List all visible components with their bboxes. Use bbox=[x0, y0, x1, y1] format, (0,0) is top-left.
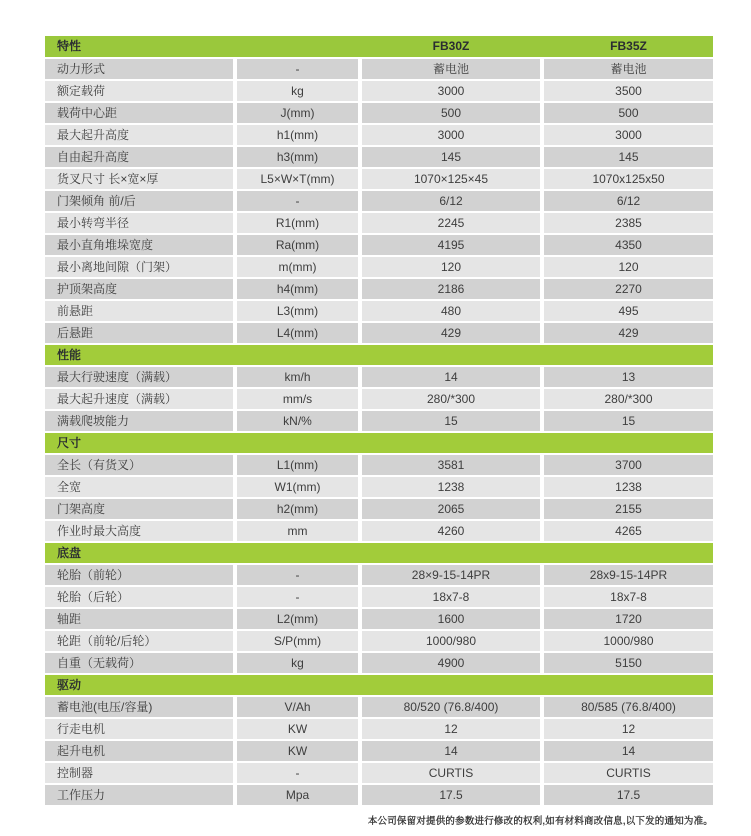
spec-value-cell-fb35z: 500 bbox=[544, 103, 713, 123]
spec-value-cell-fb35z: 6/12 bbox=[544, 191, 713, 211]
table-row bbox=[45, 147, 713, 167]
table-row bbox=[45, 455, 713, 475]
spec-value-cell-fb30z: 120 bbox=[362, 257, 540, 277]
spec-unit-cell: kN/% bbox=[237, 411, 358, 431]
spec-unit-cell: Ra(mm) bbox=[237, 235, 358, 255]
spec-label-cell: 货叉尺寸 长×宽×厚 bbox=[45, 169, 233, 189]
spec-unit-cell: - bbox=[237, 59, 358, 79]
table-row bbox=[45, 235, 713, 255]
spec-value-cell-fb35z: 14 bbox=[544, 741, 713, 761]
spec-value-cell-fb35z: 120 bbox=[544, 257, 713, 277]
spec-value-cell-fb30z: 4260 bbox=[362, 521, 540, 541]
spec-value-cell-fb30z: 3000 bbox=[362, 125, 540, 145]
table-row bbox=[45, 279, 713, 299]
spec-value-cell-fb35z: 145 bbox=[544, 147, 713, 167]
table-row bbox=[45, 169, 713, 189]
spec-value-cell-fb35z: 2155 bbox=[544, 499, 713, 519]
table-row bbox=[45, 763, 713, 783]
table-row bbox=[45, 59, 713, 79]
spec-label-cell: 蓄电池(电压/容量) bbox=[45, 697, 233, 717]
spec-table bbox=[45, 36, 713, 807]
spec-label-cell: 前悬距 bbox=[45, 301, 233, 321]
spec-value-cell-fb35z: 17.5 bbox=[544, 785, 713, 805]
spec-unit-cell: L5×W×T(mm) bbox=[237, 169, 358, 189]
spec-label-cell: 自由起升高度 bbox=[45, 147, 233, 167]
table-body bbox=[45, 59, 713, 805]
spec-unit-cell: mm/s bbox=[237, 389, 358, 409]
spec-value-cell-fb30z: 429 bbox=[362, 323, 540, 343]
spec-value-cell-fb30z: 480 bbox=[362, 301, 540, 321]
spec-value-cell-fb30z: 280/*300 bbox=[362, 389, 540, 409]
spec-value-cell-fb35z: 3500 bbox=[544, 81, 713, 101]
spec-label-cell: 行走电机 bbox=[45, 719, 233, 739]
spec-unit-cell: - bbox=[237, 587, 358, 607]
spec-value-cell-fb30z: 蓄电池 bbox=[362, 59, 540, 79]
spec-value-cell-fb35z: 2385 bbox=[544, 213, 713, 233]
spec-unit-cell: L2(mm) bbox=[237, 609, 358, 629]
spec-value-cell-fb30z: 15 bbox=[362, 411, 540, 431]
spec-value-cell-fb35z: 4265 bbox=[544, 521, 713, 541]
spec-label-cell: 全宽 bbox=[45, 477, 233, 497]
table-row bbox=[45, 367, 713, 387]
spec-label-cell: 作业时最大高度 bbox=[45, 521, 233, 541]
table-row bbox=[45, 125, 713, 145]
table-header-row bbox=[45, 36, 713, 57]
spec-value-cell-fb30z: 2186 bbox=[362, 279, 540, 299]
spec-unit-cell: KW bbox=[237, 719, 358, 739]
section-header: 性能 bbox=[45, 345, 713, 365]
spec-value-cell-fb35z: 80/585 (76.8/400) bbox=[544, 697, 713, 717]
spec-value-cell-fb30z: CURTIS bbox=[362, 763, 540, 783]
spec-value-cell-fb35z: 蓄电池 bbox=[544, 59, 713, 79]
spec-value-cell-fb30z: 1000/980 bbox=[362, 631, 540, 651]
spec-unit-cell: h1(mm) bbox=[237, 125, 358, 145]
spec-value-cell-fb30z: 145 bbox=[362, 147, 540, 167]
table-row bbox=[45, 697, 713, 717]
spec-label-cell: 护顶架高度 bbox=[45, 279, 233, 299]
spec-unit-cell: - bbox=[237, 763, 358, 783]
spec-value-cell-fb30z: 4900 bbox=[362, 653, 540, 673]
spec-label-cell: 载荷中心距 bbox=[45, 103, 233, 123]
header-model-fb35z: FB35Z bbox=[610, 39, 647, 53]
spec-label-cell: 最大起升高度 bbox=[45, 125, 233, 145]
spec-unit-cell: S/P(mm) bbox=[237, 631, 358, 651]
spec-label-cell: 轮胎（后轮） bbox=[45, 587, 233, 607]
spec-label-cell: 轮距（前轮/后轮） bbox=[45, 631, 233, 651]
table-row bbox=[45, 191, 713, 211]
section-header: 尺寸 bbox=[45, 433, 713, 453]
spec-value-cell-fb35z: 3700 bbox=[544, 455, 713, 475]
spec-unit-cell: kg bbox=[237, 653, 358, 673]
spec-unit-cell: R1(mm) bbox=[237, 213, 358, 233]
table-row bbox=[45, 587, 713, 607]
spec-label-cell: 工作压力 bbox=[45, 785, 233, 805]
spec-label-cell: 最大行驶速度（满载） bbox=[45, 367, 233, 387]
spec-value-cell-fb35z: 1000/980 bbox=[544, 631, 713, 651]
table-row bbox=[45, 785, 713, 805]
spec-value-cell-fb30z: 3581 bbox=[362, 455, 540, 475]
spec-value-cell-fb30z: 2245 bbox=[362, 213, 540, 233]
section-header: 底盘 bbox=[45, 543, 713, 563]
spec-value-cell-fb35z: 280/*300 bbox=[544, 389, 713, 409]
header-model-fb30z: FB30Z bbox=[432, 39, 470, 53]
spec-value-cell-fb35z: 28x9-15-14PR bbox=[544, 565, 713, 585]
spec-unit-cell: - bbox=[237, 565, 358, 585]
spec-value-cell-fb35z: 3000 bbox=[544, 125, 713, 145]
spec-value-cell-fb35z: 1720 bbox=[544, 609, 713, 629]
table-row bbox=[45, 477, 713, 497]
table-row bbox=[45, 81, 713, 101]
footer-disclaimer: 本公司保留对提供的参数进行修改的权利,如有材料商改信息,以下发的通知为准。 bbox=[367, 816, 713, 827]
spec-label-cell: 最大起升速度（满载） bbox=[45, 389, 233, 409]
spec-label-cell: 最小离地间隙（门架） bbox=[45, 257, 233, 277]
spec-value-cell-fb30z: 18x7-8 bbox=[362, 587, 540, 607]
spec-value-cell-fb35z: 18x7-8 bbox=[544, 587, 713, 607]
spec-value-cell-fb30z: 1070×125×45 bbox=[362, 169, 540, 189]
spec-unit-cell: mm bbox=[237, 521, 358, 541]
spec-value-cell-fb35z: 4350 bbox=[544, 235, 713, 255]
spec-unit-cell: V/Ah bbox=[237, 697, 358, 717]
spec-unit-cell: L3(mm) bbox=[237, 301, 358, 321]
table-row bbox=[45, 323, 713, 343]
header-unit-label bbox=[237, 36, 358, 57]
spec-value-cell-fb30z: 80/520 (76.8/400) bbox=[362, 697, 540, 717]
spec-unit-cell: m(mm) bbox=[237, 257, 358, 277]
table-row bbox=[45, 521, 713, 541]
spec-label-cell: 自重（无载荷） bbox=[45, 653, 233, 673]
spec-value-cell-fb30z: 14 bbox=[362, 367, 540, 387]
spec-unit-cell: km/h bbox=[237, 367, 358, 387]
spec-value-cell-fb35z: 495 bbox=[544, 301, 713, 321]
spec-value-cell-fb35z: 13 bbox=[544, 367, 713, 387]
table-row bbox=[45, 741, 713, 761]
spec-value-cell-fb30z: 28×9-15-14PR bbox=[362, 565, 540, 585]
table-row bbox=[45, 653, 713, 673]
spec-label-cell: 起升电机 bbox=[45, 741, 233, 761]
spec-unit-cell: h3(mm) bbox=[237, 147, 358, 167]
spec-unit-cell: W1(mm) bbox=[237, 477, 358, 497]
spec-value-cell-fb35z: 15 bbox=[544, 411, 713, 431]
spec-value-cell-fb35z: CURTIS bbox=[544, 763, 713, 783]
spec-label-cell: 最小直角堆垛宽度 bbox=[45, 235, 233, 255]
table-row bbox=[45, 499, 713, 519]
spec-value-cell-fb30z: 14 bbox=[362, 741, 540, 761]
spec-unit-cell: h2(mm) bbox=[237, 499, 358, 519]
table-row bbox=[45, 213, 713, 233]
spec-value-cell-fb30z: 1600 bbox=[362, 609, 540, 629]
table-row bbox=[45, 257, 713, 277]
table-row bbox=[45, 719, 713, 739]
spec-value-cell-fb30z: 2065 bbox=[362, 499, 540, 519]
spec-label-cell: 控制器 bbox=[45, 763, 233, 783]
table-row bbox=[45, 631, 713, 651]
spec-label-cell: 最小转弯半径 bbox=[45, 213, 233, 233]
spec-value-cell-fb35z: 1238 bbox=[544, 477, 713, 497]
table-row bbox=[45, 389, 713, 409]
table-row bbox=[45, 565, 713, 585]
spec-unit-cell: KW bbox=[237, 741, 358, 761]
spec-value-cell-fb35z: 12 bbox=[544, 719, 713, 739]
spec-value-cell-fb30z: 6/12 bbox=[362, 191, 540, 211]
spec-unit-cell: - bbox=[237, 191, 358, 211]
spec-label-cell: 轴距 bbox=[45, 609, 233, 629]
spec-value-cell-fb30z: 3000 bbox=[362, 81, 540, 101]
spec-value-cell-fb30z: 4195 bbox=[362, 235, 540, 255]
spec-label-cell: 后悬距 bbox=[45, 323, 233, 343]
spec-value-cell-fb35z: 1070x125x50 bbox=[544, 169, 713, 189]
spec-label-cell: 动力形式 bbox=[45, 59, 233, 79]
spec-value-cell-fb30z: 12 bbox=[362, 719, 540, 739]
table-row bbox=[45, 411, 713, 431]
spec-unit-cell: J(mm) bbox=[237, 103, 358, 123]
spec-value-cell-fb35z: 429 bbox=[544, 323, 713, 343]
spec-unit-cell: h4(mm) bbox=[237, 279, 358, 299]
table-row bbox=[45, 301, 713, 321]
spec-value-cell-fb30z: 500 bbox=[362, 103, 540, 123]
header-feature-label: 特性 bbox=[57, 39, 82, 53]
spec-value-cell-fb35z: 2270 bbox=[544, 279, 713, 299]
table-row bbox=[45, 609, 713, 629]
spec-label-cell: 全长（有货叉） bbox=[45, 455, 233, 475]
table-row bbox=[45, 103, 713, 123]
spec-value-cell-fb30z: 1238 bbox=[362, 477, 540, 497]
section-header: 驱动 bbox=[45, 675, 713, 695]
spec-unit-cell: L1(mm) bbox=[237, 455, 358, 475]
spec-label-cell: 轮胎（前轮） bbox=[45, 565, 233, 585]
spec-value-cell-fb30z: 17.5 bbox=[362, 785, 540, 805]
spec-value-cell-fb35z: 5150 bbox=[544, 653, 713, 673]
spec-label-cell: 满载爬坡能力 bbox=[45, 411, 233, 431]
spec-unit-cell: kg bbox=[237, 81, 358, 101]
spec-unit-cell: Mpa bbox=[237, 785, 358, 805]
spec-label-cell: 门架倾角 前/后 bbox=[45, 191, 233, 211]
spec-unit-cell: L4(mm) bbox=[237, 323, 358, 343]
spec-label-cell: 额定载荷 bbox=[45, 81, 233, 101]
spec-label-cell: 门架高度 bbox=[45, 499, 233, 519]
